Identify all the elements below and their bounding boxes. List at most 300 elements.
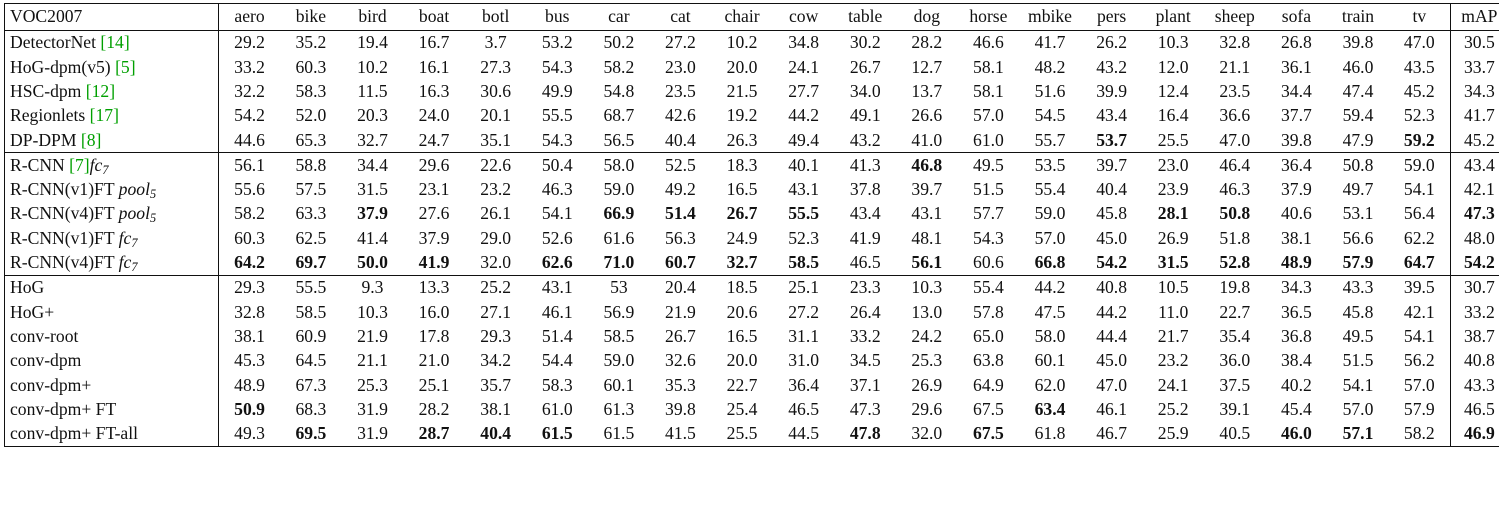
method-name — [5, 31, 219, 56]
cell-train: 47.9 — [1342, 129, 1374, 150]
cell-cat: 41.5 — [650, 422, 712, 447]
cell-train: 46.0 — [1342, 56, 1374, 77]
column-header-mbike: mbike — [1019, 4, 1081, 31]
cell-sofa: 38.4 — [1280, 350, 1312, 371]
cell-map: 40.8 — [1450, 349, 1499, 373]
cell-dog: 48.1 — [911, 227, 943, 248]
cell-train: 57.0 — [1342, 398, 1374, 419]
cell-mbike: 47.5 — [1034, 301, 1066, 322]
layer-name: fc — [118, 227, 132, 248]
column-header-map: mAP — [1450, 4, 1499, 31]
cell-boat: 16.3 — [418, 80, 450, 101]
cell-cow: 52.3 — [788, 227, 820, 248]
cell-boat: 29.6 — [403, 153, 465, 178]
method-name — [5, 325, 219, 349]
cell-map: 45.2 — [1450, 128, 1499, 153]
cell-sheep: 50.8 — [1219, 203, 1251, 224]
cell-sheep: 19.8 — [1204, 275, 1266, 300]
cell-table: 41.3 — [834, 153, 896, 178]
method-label: conv-dpm+ — [10, 374, 92, 395]
cell-aero: 29.3 — [219, 275, 281, 300]
cell-mbike: 55.4 — [1034, 179, 1066, 200]
cell-bird: 31.9 — [357, 398, 388, 419]
cell-cat: 49.2 — [665, 179, 696, 200]
cell-bird: 31.5 — [357, 179, 388, 200]
cell-bike: 60.9 — [295, 325, 327, 346]
cell-pers: 43.2 — [1096, 56, 1127, 77]
cell-cow: 43.1 — [788, 179, 820, 200]
cell-bike: 68.3 — [295, 398, 327, 419]
citation-link[interactable]: [14] — [100, 32, 130, 53]
column-header-botl: botl — [465, 4, 527, 31]
cell-horse: 46.6 — [973, 32, 1004, 53]
column-header-boat: boat — [403, 4, 465, 31]
cell-car: 68.7 — [603, 105, 635, 126]
cell-train: 45.8 — [1342, 301, 1374, 322]
cell-botl: 40.4 — [465, 422, 527, 447]
cell-tv: 42.1 — [1403, 301, 1435, 322]
cell-horse: 61.0 — [973, 129, 1004, 150]
cell-sheep: 39.1 — [1219, 398, 1251, 419]
cell-aero: 45.3 — [234, 350, 265, 371]
cell-bike: 69.7 — [295, 252, 327, 273]
cell-botl: 22.6 — [465, 153, 527, 178]
cell-cow: 24.1 — [788, 56, 820, 77]
cell-cow: 31.1 — [788, 325, 820, 346]
cell-bus: 51.4 — [541, 325, 573, 346]
cell-plant: 23.2 — [1157, 350, 1189, 371]
cell-sheep: 21.1 — [1219, 56, 1251, 77]
cell-dog: 13.7 — [911, 80, 943, 101]
cell-sheep: 46.3 — [1219, 179, 1251, 200]
method-label: conv-dpm — [10, 350, 82, 371]
cell-botl: 29.3 — [480, 325, 512, 346]
method-name — [5, 104, 219, 128]
cell-table: 47.3 — [849, 398, 881, 419]
cell-bird: 11.5 — [357, 80, 388, 101]
column-header-cow: cow — [773, 4, 835, 31]
cell-cow: 40.1 — [773, 153, 835, 178]
cell-bus: 54.1 — [541, 203, 573, 224]
cell-tv: 39.5 — [1389, 275, 1451, 300]
cell-bird: 21.9 — [357, 325, 388, 346]
method-name — [5, 178, 219, 202]
method-name — [5, 226, 219, 250]
cell-map: 42.1 — [1450, 178, 1499, 202]
cell-tv: 59.2 — [1403, 129, 1435, 150]
cell-bike: 69.5 — [280, 422, 342, 447]
cell-map: 30.7 — [1450, 275, 1499, 300]
cell-pers: 26.2 — [1096, 32, 1127, 53]
cell-botl: 27.1 — [480, 301, 512, 322]
cell-horse: 57.0 — [973, 105, 1004, 126]
cell-mbike: 48.2 — [1034, 56, 1066, 77]
cell-bus: 43.1 — [526, 275, 588, 300]
cell-map: 46.5 — [1450, 397, 1499, 421]
cell-horse: 58.1 — [973, 56, 1004, 77]
cell-chair: 25.5 — [711, 422, 773, 447]
cell-aero: 29.2 — [234, 32, 265, 53]
column-header-sofa: sofa — [1266, 4, 1328, 31]
cell-bus: 52.6 — [541, 227, 573, 248]
cell-table: 49.1 — [849, 105, 881, 126]
layer-subscript: 5 — [149, 211, 157, 226]
cell-cat: 23.0 — [665, 56, 696, 77]
cell-table: 41.9 — [849, 227, 881, 248]
cell-cow: 27.7 — [788, 80, 820, 101]
cell-sofa: 36.1 — [1280, 56, 1312, 77]
table-row — [5, 226, 1499, 250]
cell-table: 43.2 — [849, 129, 881, 150]
cell-botl: 34.2 — [480, 350, 512, 371]
cell-cat: 21.9 — [665, 301, 696, 322]
cell-cat: 27.2 — [665, 32, 696, 53]
cell-horse: 58.1 — [973, 80, 1004, 101]
cell-plant: 10.3 — [1157, 32, 1189, 53]
cell-chair: 25.4 — [726, 398, 758, 419]
cell-map: 43.3 — [1450, 373, 1499, 397]
cell-mbike: 54.5 — [1034, 105, 1066, 126]
cell-dog: 13.0 — [911, 301, 943, 322]
cell-plant: 16.4 — [1157, 105, 1189, 126]
cell-horse: 49.5 — [958, 153, 1020, 178]
method-label: Regionlets — [10, 105, 90, 126]
cell-chair: 18.3 — [711, 153, 773, 178]
cell-sofa: 46.0 — [1266, 422, 1328, 447]
cell-table: 30.2 — [849, 32, 881, 53]
cell-mbike: 60.1 — [1034, 350, 1066, 371]
cell-map: 33.7 — [1450, 55, 1499, 79]
method-name — [5, 128, 219, 153]
cell-plant: 25.5 — [1157, 129, 1189, 150]
cell-tv: 45.2 — [1403, 80, 1435, 101]
cell-bird: 50.0 — [357, 252, 388, 273]
cell-cow: 27.2 — [788, 301, 820, 322]
cell-car: 61.6 — [603, 227, 635, 248]
table-row — [5, 325, 1499, 349]
cell-bus: 61.5 — [526, 422, 588, 447]
cell-dog: 24.2 — [911, 325, 943, 346]
cell-car: 61.5 — [588, 422, 650, 447]
cell-train: 53.1 — [1342, 203, 1374, 224]
column-header-chair: chair — [711, 4, 773, 31]
cell-dog: 12.7 — [911, 56, 943, 77]
cell-boat: 37.9 — [418, 227, 450, 248]
cell-dog: 41.0 — [911, 129, 943, 150]
cell-sheep: 22.7 — [1219, 301, 1251, 322]
cell-aero: 58.2 — [234, 203, 265, 224]
method-name — [5, 153, 219, 178]
cell-tv: 57.0 — [1403, 374, 1435, 395]
method-name — [5, 80, 219, 104]
cell-mbike: 44.2 — [1019, 275, 1081, 300]
cell-bike: 62.5 — [295, 227, 327, 248]
cell-table: 37.8 — [849, 179, 881, 200]
cell-boat: 28.7 — [403, 422, 465, 447]
cell-horse: 67.5 — [973, 398, 1004, 419]
table-row — [5, 251, 1499, 276]
cell-dog: 10.3 — [896, 275, 958, 300]
cell-bike: 63.3 — [295, 203, 327, 224]
cell-dog: 28.2 — [911, 32, 943, 53]
cell-mbike: 63.4 — [1034, 398, 1066, 419]
cell-cow: 46.5 — [788, 398, 820, 419]
cell-sheep: 32.8 — [1219, 32, 1251, 53]
cell-horse: 57.8 — [973, 301, 1004, 322]
cell-bike: 65.3 — [295, 129, 327, 150]
cell-boat: 17.8 — [418, 325, 450, 346]
cell-chair: 26.7 — [726, 203, 758, 224]
cell-pers: 54.2 — [1096, 252, 1127, 273]
table-row — [5, 153, 1499, 178]
cell-mbike: 62.0 — [1034, 374, 1066, 395]
cell-bird: 34.4 — [342, 153, 404, 178]
cell-plant: 10.5 — [1142, 275, 1204, 300]
method-name — [5, 373, 219, 397]
cell-table: 33.2 — [849, 325, 881, 346]
cell-chair: 32.7 — [726, 252, 758, 273]
cell-bird: 32.7 — [357, 129, 388, 150]
cell-sofa: 34.3 — [1266, 275, 1328, 300]
citation-link[interactable]: [17] — [89, 105, 119, 126]
cell-aero: 32.8 — [234, 301, 265, 322]
cell-aero: 50.9 — [234, 398, 265, 419]
cell-boat: 27.6 — [418, 203, 450, 224]
cell-plant: 25.2 — [1157, 398, 1189, 419]
cell-botl: 38.1 — [480, 398, 512, 419]
cell-car: 59.0 — [603, 179, 635, 200]
method-label: HoG — [10, 277, 45, 298]
table-row — [5, 31, 1499, 56]
column-header-table: table — [834, 4, 896, 31]
cell-cow: 31.0 — [788, 350, 820, 371]
method-name — [5, 275, 219, 300]
cell-sofa: 34.4 — [1280, 80, 1312, 101]
cell-bird: 25.3 — [357, 374, 388, 395]
cell-cat: 39.8 — [665, 398, 696, 419]
cell-bus: 54.4 — [541, 350, 573, 371]
cell-bike: 35.2 — [295, 32, 327, 53]
layer-subscript: 7 — [131, 260, 138, 275]
cell-mbike: 57.0 — [1034, 227, 1066, 248]
cell-horse: 64.9 — [973, 374, 1004, 395]
cell-bike: 60.3 — [295, 56, 327, 77]
cell-cat: 56.3 — [665, 227, 696, 248]
results-table — [4, 3, 1499, 447]
cell-dog: 39.7 — [911, 179, 943, 200]
cell-bike: 67.3 — [295, 374, 327, 395]
cell-sheep: 46.4 — [1204, 153, 1266, 178]
method-label: conv-root — [10, 325, 79, 346]
citation-link[interactable]: [12] — [85, 80, 116, 101]
cell-bike: 57.5 — [295, 179, 327, 200]
cell-tv: 58.2 — [1389, 422, 1451, 447]
cell-aero: 54.2 — [234, 105, 265, 126]
layer-label — [118, 203, 157, 226]
cell-plant: 23.9 — [1157, 179, 1189, 200]
layer-name: fc — [118, 252, 132, 273]
cell-aero: 32.2 — [234, 80, 265, 101]
column-header-bike: bike — [280, 4, 342, 31]
layer-name: fc — [89, 154, 103, 175]
method-label: conv-dpm+ FT-all — [10, 423, 139, 444]
layer-label — [118, 179, 157, 202]
table-row — [5, 373, 1499, 397]
cell-bus: 62.6 — [541, 252, 573, 273]
column-header-dog: dog — [896, 4, 958, 31]
cell-tv: 54.1 — [1403, 179, 1435, 200]
cell-bus: 58.3 — [541, 374, 573, 395]
cell-tv: 64.7 — [1403, 252, 1435, 273]
cell-sofa: 39.8 — [1280, 129, 1312, 150]
table-row — [5, 202, 1499, 226]
cell-boat: 24.7 — [418, 129, 450, 150]
cell-horse: 65.0 — [973, 325, 1004, 346]
cell-mbike: 41.7 — [1034, 32, 1066, 53]
cell-horse: 63.8 — [973, 350, 1004, 371]
cell-sofa: 36.8 — [1280, 325, 1312, 346]
cell-plant: 25.9 — [1142, 422, 1204, 447]
cell-map: 38.7 — [1450, 325, 1499, 349]
cell-botl: 30.6 — [480, 80, 512, 101]
cell-plant: 24.1 — [1157, 374, 1189, 395]
cell-chair: 20.0 — [726, 56, 758, 77]
cell-sheep: 47.0 — [1219, 129, 1251, 150]
cell-cow: 58.5 — [788, 252, 820, 273]
cell-bike: 64.5 — [295, 350, 327, 371]
cell-bird: 19.4 — [357, 32, 388, 53]
cell-pers: 45.0 — [1096, 350, 1127, 371]
cell-pers: 45.0 — [1096, 227, 1127, 248]
cell-mbike: 58.0 — [1034, 325, 1066, 346]
method-name — [5, 422, 219, 447]
cell-chair: 18.5 — [711, 275, 773, 300]
method-label: R-CNN — [10, 154, 70, 175]
cell-bike: 52.0 — [295, 105, 327, 126]
cell-plant: 12.0 — [1157, 56, 1189, 77]
cell-aero: 44.6 — [234, 129, 265, 150]
cell-pers: 53.7 — [1096, 129, 1127, 150]
cell-plant: 21.7 — [1157, 325, 1189, 346]
cell-dog: 32.0 — [896, 422, 958, 447]
cell-map: 30.5 — [1450, 31, 1499, 56]
citation-link[interactable]: [5] — [115, 56, 136, 77]
column-header-pers: pers — [1081, 4, 1143, 31]
cell-bus: 49.9 — [541, 80, 573, 101]
layer-subscript: 7 — [131, 235, 138, 250]
cell-mbike: 53.5 — [1019, 153, 1081, 178]
cell-boat: 28.2 — [418, 398, 450, 419]
cell-botl: 25.2 — [465, 275, 527, 300]
cell-boat: 25.1 — [418, 374, 450, 395]
cell-chair: 19.2 — [726, 105, 758, 126]
cell-tv: 47.0 — [1403, 32, 1435, 53]
method-label: R-CNN(v4)FT — [10, 203, 119, 224]
cell-bike: 58.8 — [280, 153, 342, 178]
column-header-horse: horse — [958, 4, 1020, 31]
cell-car: 53 — [588, 275, 650, 300]
cell-mbike: 51.6 — [1034, 80, 1066, 101]
cell-cat: 32.6 — [665, 350, 696, 371]
cell-botl: 26.1 — [480, 203, 512, 224]
cell-sofa: 45.4 — [1280, 398, 1312, 419]
table-row — [5, 178, 1499, 202]
cell-car: 54.8 — [603, 80, 635, 101]
cell-aero: 49.3 — [219, 422, 281, 447]
cell-cat: 23.5 — [665, 80, 696, 101]
cell-pers: 40.4 — [1096, 179, 1127, 200]
cell-chair: 16.5 — [726, 325, 758, 346]
column-header-sheep: sheep — [1204, 4, 1266, 31]
cell-bus: 46.1 — [541, 301, 573, 322]
cell-sofa: 37.9 — [1280, 179, 1312, 200]
cell-pers: 40.8 — [1081, 275, 1143, 300]
cell-dog: 46.8 — [896, 153, 958, 178]
cell-cow: 25.1 — [773, 275, 835, 300]
cell-dog: 29.6 — [911, 398, 943, 419]
cell-botl: 35.1 — [480, 129, 512, 150]
layer-subscript: 7 — [102, 162, 109, 177]
table-row — [5, 80, 1499, 104]
cell-pers: 45.8 — [1096, 203, 1127, 224]
cell-sofa: 40.6 — [1280, 203, 1312, 224]
cell-mbike: 66.8 — [1034, 252, 1066, 273]
column-header-tv: tv — [1389, 4, 1451, 31]
cell-train: 39.8 — [1342, 32, 1374, 53]
cell-train: 51.5 — [1342, 350, 1374, 371]
cell-aero: 33.2 — [234, 56, 265, 77]
table-row — [5, 349, 1499, 373]
cell-aero: 55.6 — [234, 179, 265, 200]
cell-sheep: 51.8 — [1219, 227, 1251, 248]
cell-boat: 23.1 — [418, 179, 450, 200]
cell-sofa: 37.7 — [1280, 105, 1312, 126]
method-label: HoG-dpm(v5) — [10, 56, 116, 77]
cell-table: 46.5 — [849, 252, 881, 273]
cell-aero: 60.3 — [234, 227, 265, 248]
cell-car: 59.0 — [603, 350, 635, 371]
cell-pers: 39.7 — [1081, 153, 1143, 178]
cell-map: 34.3 — [1450, 80, 1499, 104]
table-row — [5, 300, 1499, 324]
cell-plant: 12.4 — [1157, 80, 1189, 101]
cell-aero: 48.9 — [234, 374, 265, 395]
column-header-car: car — [588, 4, 650, 31]
cell-train: 54.1 — [1342, 374, 1374, 395]
cell-sheep: 35.4 — [1219, 325, 1251, 346]
cell-train: 56.6 — [1342, 227, 1374, 248]
cell-cat: 40.4 — [665, 129, 696, 150]
cell-aero: 64.2 — [234, 252, 265, 273]
table-row — [5, 422, 1499, 447]
cell-table: 43.4 — [849, 203, 881, 224]
cell-boat: 16.0 — [418, 301, 450, 322]
citation-link[interactable]: [7] — [69, 154, 90, 175]
cell-table: 23.3 — [834, 275, 896, 300]
cell-bus: 54.3 — [541, 129, 573, 150]
cell-botl: 32.0 — [480, 252, 512, 273]
cell-sheep: 52.8 — [1219, 252, 1251, 273]
cell-dog: 56.1 — [911, 252, 943, 273]
cell-cat: 42.6 — [665, 105, 696, 126]
cell-dog: 26.6 — [911, 105, 943, 126]
cell-car: 56.5 — [603, 129, 635, 150]
cell-cow: 55.5 — [788, 203, 820, 224]
cell-cat: 60.7 — [665, 252, 696, 273]
cell-car: 50.2 — [603, 32, 635, 53]
citation-link[interactable]: [8] — [80, 129, 102, 150]
cell-map: 48.0 — [1450, 226, 1499, 250]
